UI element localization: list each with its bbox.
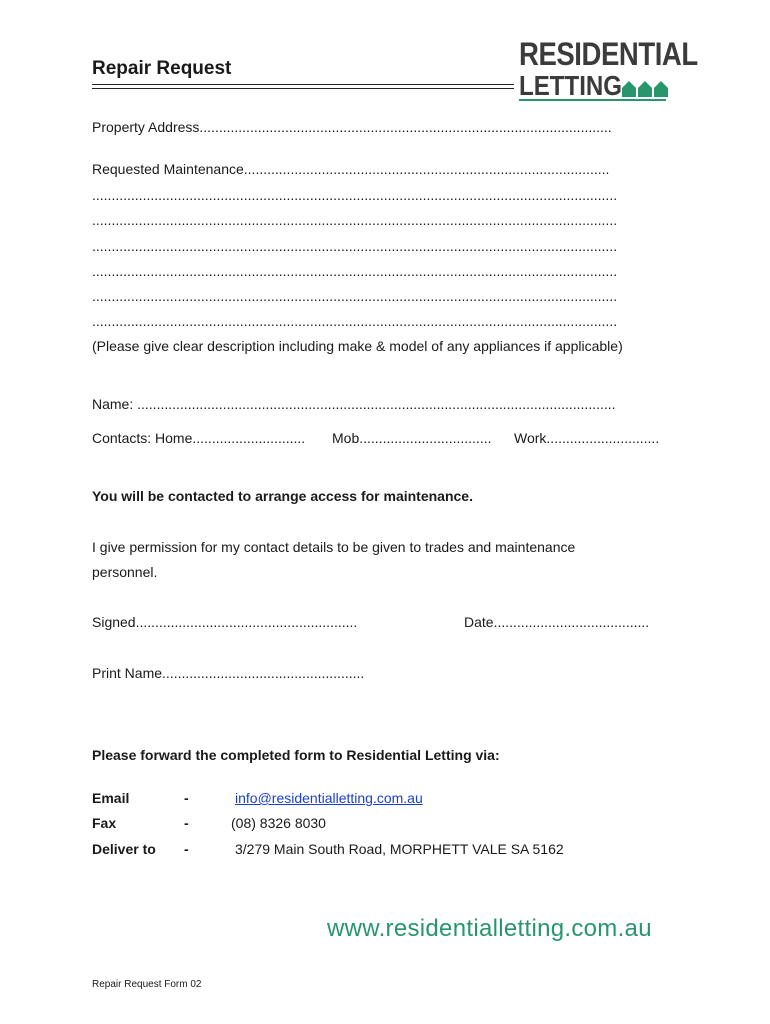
logo-line2: LETTING	[519, 70, 622, 101]
contacts-work-field[interactable]: Work.............................	[514, 430, 660, 446]
fax-separator: -	[184, 815, 189, 831]
title-rule-2	[92, 88, 514, 89]
maintenance-line-1[interactable]: .......................................................................................................................................	[92, 187, 618, 203]
maintenance-line-3[interactable]: .......................................................................................................................................	[92, 238, 618, 254]
page-title: Repair Request	[92, 58, 232, 79]
maintenance-line-2[interactable]: .......................................................................................................................................	[92, 212, 618, 228]
deliver-address: 3/279 Main South Road, MORPHETT VALE SA 5162	[235, 841, 564, 857]
email-separator: -	[184, 790, 189, 806]
contacts-home-field[interactable]: Contacts: Home.............................	[92, 430, 306, 446]
website-link[interactable]: www.residentialletting.com.au	[327, 915, 652, 942]
fax-value: (08) 8326 8030	[231, 815, 326, 831]
date-field[interactable]: Date........................................	[464, 614, 650, 630]
email-label: Email	[92, 790, 130, 806]
houses-logo-icon	[622, 80, 668, 100]
maintenance-line-6[interactable]: .......................................................................................................................................	[92, 313, 618, 329]
maintenance-line-4[interactable]: .......................................................................................................................................	[92, 263, 618, 279]
title-rule	[92, 84, 514, 85]
signed-field[interactable]: Signed.........................................................	[92, 614, 358, 630]
name-field[interactable]: Name: ...........................................................................................................................	[92, 396, 616, 412]
property-address-field[interactable]: Property Address..........................................................................................................	[92, 119, 612, 135]
access-notice: You will be contacted to arrange access for maintenance.	[92, 488, 473, 504]
print-name-field[interactable]: Print Name....................................................	[92, 665, 365, 681]
logo-line1: RESIDENTIAL	[519, 36, 698, 72]
deliver-separator: -	[184, 841, 189, 857]
permission-line-2: personnel.	[92, 564, 158, 580]
requested-maintenance-field[interactable]: Requested Maintenance..............................................................................................	[92, 161, 610, 177]
footer-form-id: Repair Request Form 02	[92, 979, 202, 990]
email-link[interactable]: info@residentialletting.com.au	[235, 790, 423, 806]
forward-heading: Please forward the completed form to Residential Letting via:	[92, 747, 500, 763]
description-note: (Please give clear description including make & model of any appliances if applicable)	[92, 338, 623, 354]
logo-underline	[519, 99, 666, 101]
contacts-mob-field[interactable]: Mob..................................	[332, 430, 492, 446]
fax-label: Fax	[92, 815, 117, 831]
deliver-label: Deliver to	[92, 841, 156, 857]
maintenance-line-5[interactable]: .......................................................................................................................................	[92, 288, 618, 304]
permission-line-1: I give permission for my contact details to be given to trades and maintenance	[92, 539, 576, 555]
